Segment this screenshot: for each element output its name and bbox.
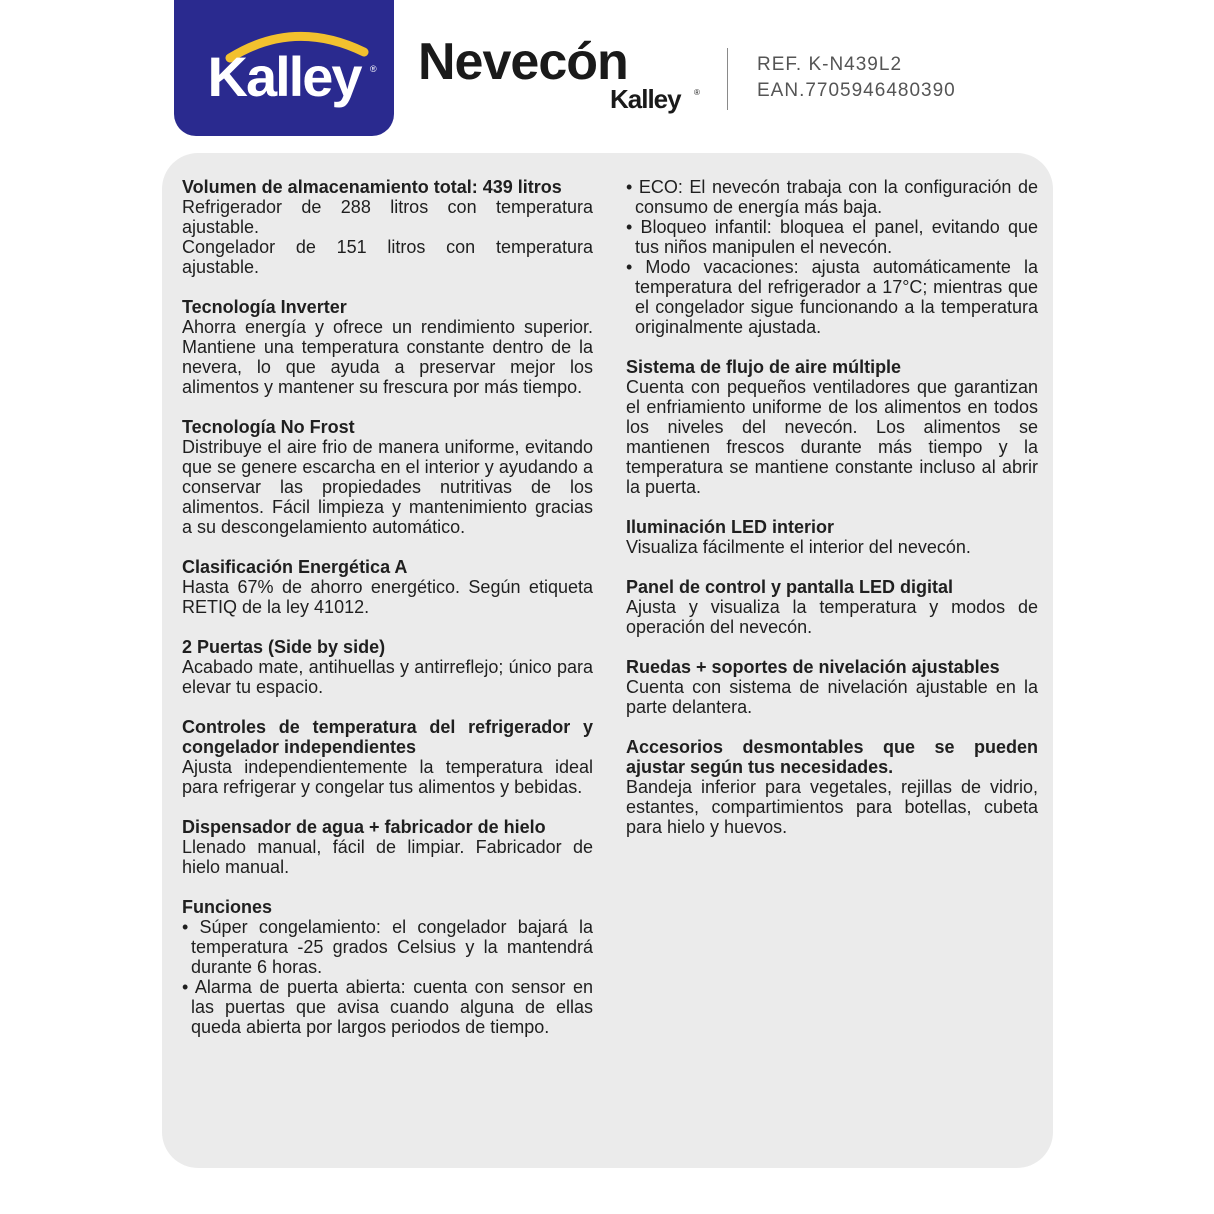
product-registered-mark: ® <box>694 88 700 97</box>
spec-title: Funciones <box>182 897 273 917</box>
specs-panel <box>162 153 1053 1168</box>
spec-text: Distribuye el aire frio de manera uniforme, evitando que se genere escarcha en el interior y ayudando a conservar las propiedades nutritivas de los alimentos. Fácil limpieza y mantenimiento gracias a su descongelamiento automático. <box>182 437 593 537</box>
spec-title: Ruedas + soportes de nivelación ajustables <box>626 657 1000 677</box>
spec-title: Volumen de almacenamiento total: 439 litros <box>182 177 562 197</box>
kalley-logo <box>174 0 394 136</box>
spec-title: Sistema de flujo de aire múltiple <box>626 357 902 377</box>
spec-text: Ahorra energía y ofrece un rendimiento superior. Mantiene una temperatura constante dentro de la nevera, lo que ayuda a preservar mejor los alimentos y mantener su frescura por más tiempo. <box>182 317 593 397</box>
spec-section <box>626 177 1038 337</box>
header-divider <box>727 48 728 110</box>
spec-section <box>626 657 1038 717</box>
spec-section <box>182 897 593 1037</box>
spec-title: Clasificación Energética A <box>182 557 408 577</box>
spec-section <box>182 557 593 617</box>
logo-registered-mark: ® <box>370 64 377 74</box>
spec-section <box>626 357 1038 497</box>
product-logo-sub: Kalley <box>610 84 681 114</box>
spec-text: Acabado mate, antihuellas y antirreflejo; único para elevar tu espacio. <box>182 657 593 697</box>
spec-title: Tecnología Inverter <box>182 297 347 317</box>
spec-text: Visualiza fácilmente el interior del nevecón. <box>626 537 971 557</box>
spec-text: • ECO: El nevecón trabaja con la configuración de consumo de energía más baja. <box>626 177 1038 217</box>
spec-title: Dispensador de agua + fabricador de hielo <box>182 817 546 837</box>
spec-text: • Bloqueo infantil: bloquea el panel, evitando que tus niños manipulen el nevecón. <box>626 217 1038 257</box>
spec-section <box>182 177 593 277</box>
spec-text: • Súper congelamiento: el congelador bajará la temperatura -25 grados Celsius y la mantendrá durante 6 horas. <box>182 917 593 977</box>
spec-title: Panel de control y pantalla LED digital <box>626 577 954 597</box>
spec-title: Iluminación LED interior <box>626 517 835 537</box>
spec-text: Congelador de 151 litros con temperatura ajustable. <box>182 237 593 277</box>
spec-section <box>626 577 1038 637</box>
logo-text: Kalley <box>207 45 361 108</box>
spec-section <box>182 637 593 697</box>
spec-title: 2 Puertas (Side by side) <box>182 637 386 657</box>
spec-section <box>182 817 593 877</box>
spec-section <box>182 717 593 797</box>
ref-code: REF. K-N439L2 <box>757 54 903 75</box>
specs-column-left <box>182 177 593 1057</box>
product-logo-text: Nevecón <box>418 33 628 91</box>
spec-title: Controles de temperatura del refrigerador y congelador independientes <box>182 717 593 757</box>
spec-title: Accesorios desmontables que se pueden ajustar según tus necesidades. <box>626 737 1038 777</box>
ean-code: EAN.7705946480390 <box>757 80 956 101</box>
spec-text: Ajusta y visualiza la temperatura y modos de operación del nevecón. <box>626 597 1038 637</box>
spec-text: Refrigerador de 288 litros con temperatura ajustable. <box>182 197 593 237</box>
spec-title: Tecnología No Frost <box>182 417 355 437</box>
spec-section <box>626 737 1038 837</box>
spec-section <box>182 417 593 537</box>
spec-text: Bandeja inferior para vegetales, rejillas de vidrio, estantes, compartimientos para botellas, cubeta para hielo y huevos. <box>626 777 1038 837</box>
spec-section <box>182 297 593 397</box>
spec-text: Llenado manual, fácil de limpiar. Fabricador de hielo manual. <box>182 837 593 877</box>
spec-section <box>626 517 1038 557</box>
spec-text: Ajusta independientemente la temperatura ideal para refrigerar y congelar tus alimentos y bebidas. <box>182 757 593 797</box>
reference-block <box>757 52 956 104</box>
spec-text: • Alarma de puerta abierta: cuenta con sensor en las puertas que avisa cuando alguna de ellas queda abierta por largos periodos de tiempo. <box>182 977 593 1037</box>
spec-text: • Modo vacaciones: ajusta automáticamente la temperatura del refrigerador a 17°C; mientras que el congelador sigue funcionando a la temperatura originalmente ajustada. <box>626 257 1038 337</box>
spec-text: Hasta 67% de ahorro energético. Según etiqueta RETIQ de la ley 41012. <box>182 577 593 617</box>
specs-column-right <box>626 177 1038 857</box>
spec-text: Cuenta con sistema de nivelación ajustable en la parte delantera. <box>626 677 1038 717</box>
nevecon-logo <box>418 34 708 124</box>
spec-text: Cuenta con pequeños ventiladores que garantizan el enfriamiento uniforme de los alimentos en todos los niveles del nevecón. Los alimentos se mantienen frescos durante más tiempo y la temperatura se mantiene constante incluso al abrir la puerta. <box>626 377 1038 497</box>
